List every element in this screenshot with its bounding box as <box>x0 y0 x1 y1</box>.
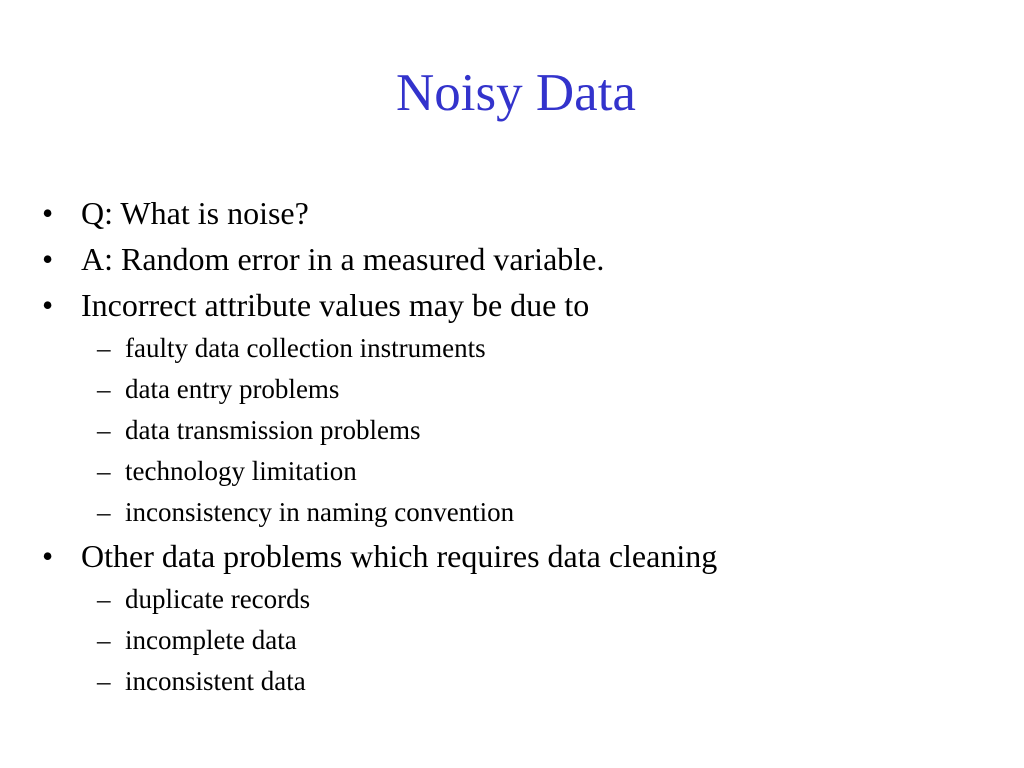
sub-item-text: incomplete data <box>125 625 297 655</box>
slide-title: Noisy Data <box>396 64 636 122</box>
bullet-list <box>0 190 1024 702</box>
bullet-item <box>0 533 1024 579</box>
sub-list <box>0 328 1024 533</box>
bullet-icon: • <box>42 241 54 277</box>
dash-icon: – <box>97 497 111 527</box>
sub-item <box>0 620 1024 661</box>
sub-item-text: duplicate records <box>125 584 311 614</box>
bullet-text: Incorrect attribute values may be due to <box>81 287 590 323</box>
sub-item-text: faulty data collection instruments <box>125 333 486 363</box>
sub-item <box>0 369 1024 410</box>
bullet-text: A: Random error in a measured variable. <box>81 241 605 277</box>
sub-list <box>0 579 1024 702</box>
bullet-icon: • <box>42 538 54 574</box>
bullet-icon: • <box>42 287 54 323</box>
sub-item-text: inconsistent data <box>125 666 306 696</box>
dash-icon: – <box>97 584 111 614</box>
sub-item <box>0 492 1024 533</box>
dash-icon: – <box>97 374 111 404</box>
sub-item-text: inconsistency in naming convention <box>125 497 515 527</box>
sub-list-container <box>0 328 1024 533</box>
dash-icon: – <box>97 415 111 445</box>
sub-item-text: data entry problems <box>125 374 340 404</box>
sub-item-text: technology limitation <box>125 456 357 486</box>
bullet-text: Other data problems which requires data cleaning <box>81 538 718 574</box>
sub-list-container <box>0 579 1024 702</box>
sub-item-text: data transmission problems <box>125 415 421 445</box>
sub-item <box>0 661 1024 702</box>
sub-item <box>0 328 1024 369</box>
bullet-item <box>0 190 1024 236</box>
bullet-item <box>0 236 1024 282</box>
sub-item <box>0 451 1024 492</box>
bullet-text: Q: What is noise? <box>81 195 309 231</box>
sub-item <box>0 579 1024 620</box>
dash-icon: – <box>97 625 111 655</box>
dash-icon: – <box>97 666 111 696</box>
bullet-item <box>0 282 1024 328</box>
sub-item <box>0 410 1024 451</box>
dash-icon: – <box>97 333 111 363</box>
dash-icon: – <box>97 456 111 486</box>
bullet-icon: • <box>42 195 54 231</box>
